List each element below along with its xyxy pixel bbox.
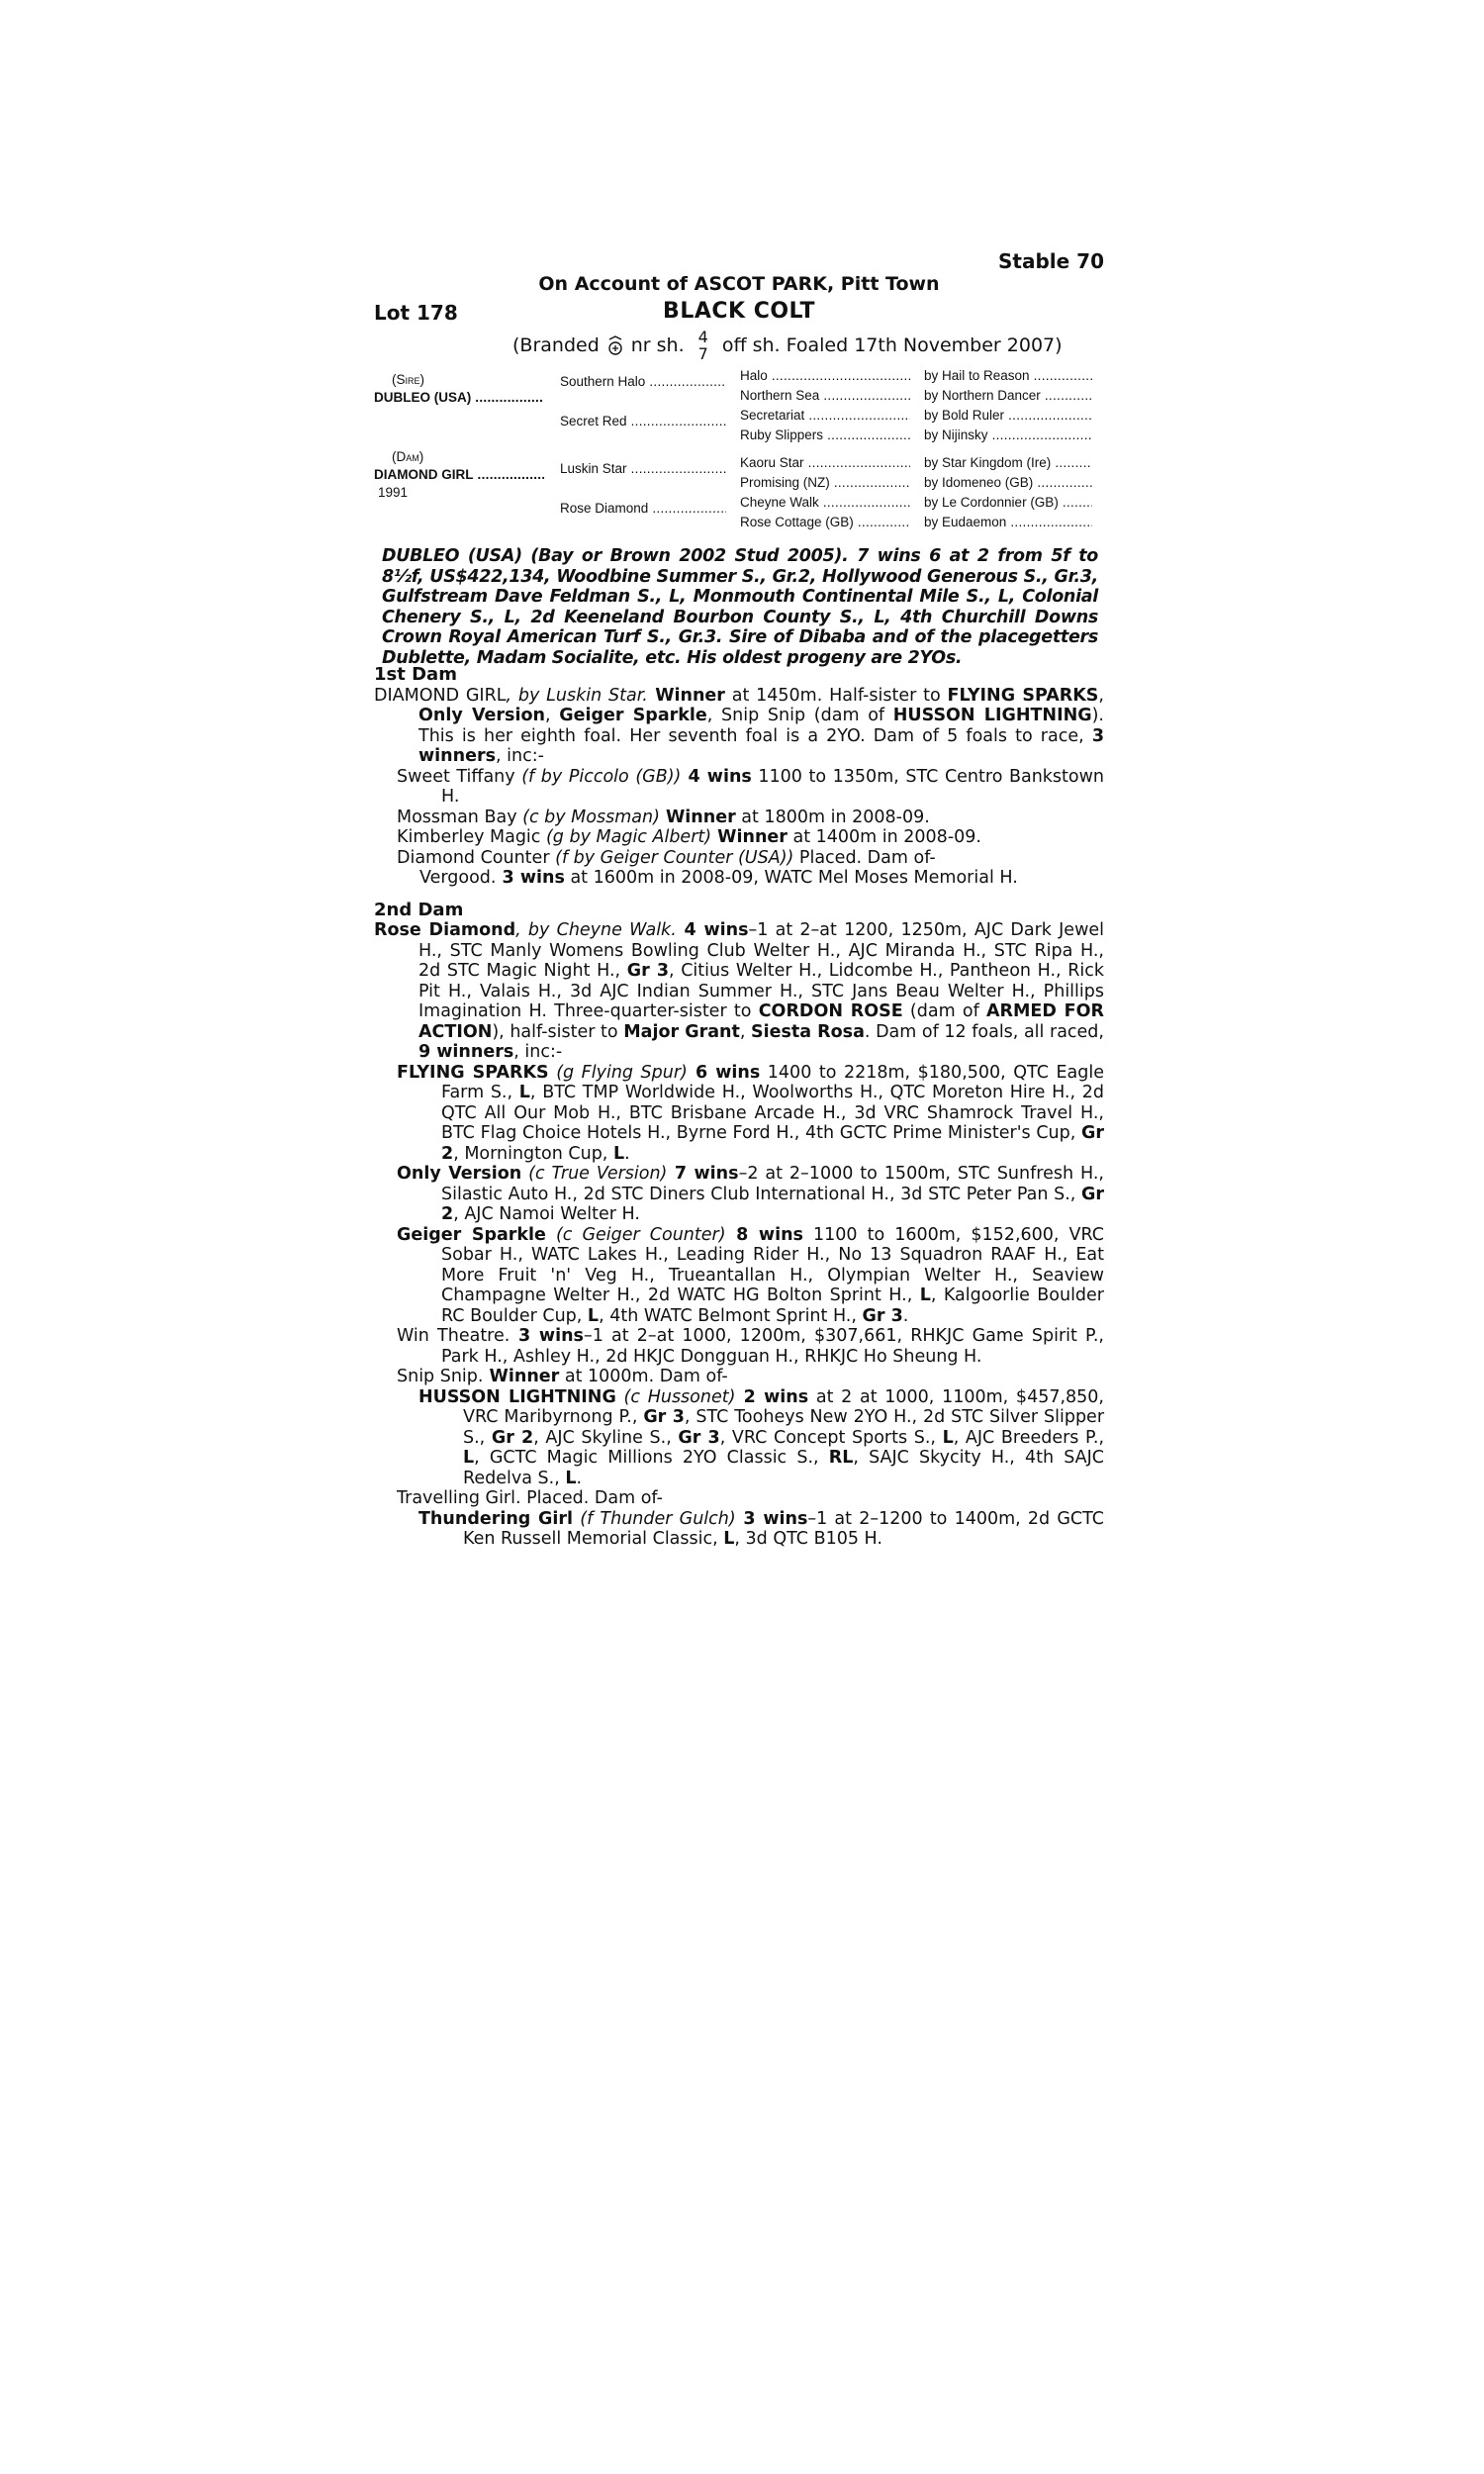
grandfoal-entry: HUSSON LIGHTNING (c Hussonet) 2 wins at 2 at 1000, 1100m, $457,850, VRC Maribyrnong P., Gr 3, STC Tooheys New 2YO H., 2d STC Silver Slipper S., Gr 2, AJC Skyline S., Gr 3, VRC Concept Sports S., L, AJC Breeders P., L, GCTC Magic Millions 2YO Classic S., RL, SAJC Skycity H., 4th SAJC Redelva S., L.	[418, 1386, 1105, 1488]
brand-fraction	[698, 329, 708, 362]
foal-entry: Geiger Sparkle (c Geiger Counter) 8 wins 1100 to 1600m, $152,600, VRC Sobar H., WATC Lakes H., Leading Rider H., No 13 Squadron RAAF H., Eat More Fruit 'n' Veg H., Trueantallan H., Olympian Welter H., Seaview Champagne Welter H., 2d WATC HG Bolton Sprint H., L, Kalgoorlie Boulder RC Boulder Cup, L, 4th WATC Belmont Sprint H., Gr 3.	[397, 1224, 1105, 1326]
pedigree-gen4-3: by Bold Ruler .....	[924, 408, 1092, 423]
first-dam-entry: DIAMOND GIRL, by Luskin Star. Winner at 1450m. Half-sister to FLYING SPARKS, Only Version, Geiger Sparkle, Snip Snip (dam of HUSSON LIGHTNING). This is her eighth foal. Her seventh foal is a 2YO. Dam of 5 foals to race, 3 winners, inc:-	[374, 685, 1104, 766]
dam-name: DIAMOND GIRL .....	[374, 467, 544, 482]
pedigree-gen3-5: Kaoru Star .....	[740, 455, 910, 470]
grandfoal-entry: Vergood. 3 wins at 1600m in 2008-09, WATC Mel Moses Memorial H.	[419, 868, 1018, 888]
pedigree-gen3-3: Secretariat .....	[740, 408, 910, 423]
second-dam-entry: Rose Diamond, by Cheyne Walk. 4 wins–1 at 2–at 1200, 1250m, AJC Dark Jewel H., STC Manly Womens Bowling Club Welter H., AJC Miranda H., STC Ripa H., 2d STC Magic Night H., Gr 3, Citius Welter H., Lidcombe H., Pantheon H., Rick Pit H., Valais H., 3d AJC Indian Summer H., STC Jans Beau Welter H., Phillips Imagination H. Three-quarter-sister to CORDON ROSE (dam of ARMED FOR ACTION), half-sister to Major Grant, Siesta Rosa. Dam of 12 foals, all raced, 9 winners, inc:-	[374, 920, 1105, 1062]
pedigree-gen2-2: Secret Red .....	[560, 414, 726, 428]
fraction-numerator: 4	[697, 328, 708, 346]
pedigree-gen4-8: by Eudaemon .....	[924, 515, 1092, 529]
dam-line-body	[374, 665, 1104, 1550]
pedigree-gen3-8: Rose Cottage (GB) .....	[740, 515, 910, 529]
pedigree-gen4-6: by Idomeneo (GB) .....	[924, 475, 1092, 490]
foal-entry: Only Version (c True Version) 7 wins–2 at 2–1000 to 1500m, STC Sunfresh H., Silastic Auto H., 2d STC Diners Club International H., 3d STC Peter Pan S., Gr 2, AJC Namoi Welter H.	[397, 1164, 1104, 1224]
foal-entry: Mossman Bay (c by Mossman) Winner at 1800m in 2008-09.	[397, 807, 930, 827]
foal-entry: Kimberley Magic (g by Magic Albert) Winner at 1400m in 2008-09.	[397, 827, 981, 847]
brand-mid: nr sh.	[630, 334, 685, 356]
pedigree-gen4-4: by Nijinsky .....	[924, 428, 1092, 442]
fraction-denominator: 7	[697, 344, 708, 363]
stable-number: Stable 70	[998, 249, 1104, 273]
pedigree-gen3-4: Ruby Slippers .....	[740, 428, 910, 442]
foal-entry: Diamond Counter (f by Geiger Counter (USA)) Placed. Dam of-	[397, 847, 936, 868]
vendor-account: On Account of ASCOT PARK, Pitt Town	[538, 273, 940, 295]
pedigree-gen4-2: by Northern Dancer .....	[924, 388, 1092, 403]
foal-entry: Snip Snip. Winner at 1000m. Dam of-	[397, 1367, 728, 1386]
pedigree-gen4-7: by Le Cordonnier (GB) .....	[924, 495, 1092, 510]
horse-title: BLACK COLT	[663, 299, 815, 324]
pedigree-gen2-3: Luskin Star .....	[560, 461, 726, 476]
foal-entry: FLYING SPARKS (g Flying Spur) 6 wins 1400 to 2218m, $180,500, QTC Eagle Farm S., L, BTC TMP Worldwide H., Woolworths H., QTC Moreton Hire H., 2d QTC All Our Mob H., BTC Brisbane Arcade H., 3d VRC Shamrock Travel H., BTC Flag Choice Hotels H., Byrne Ford H., 4th GCTC Prime Minister's Cup, Gr 2, Mornington Cup, L.	[397, 1062, 1104, 1164]
sire-name: DUBLEO (USA) .....	[374, 390, 544, 405]
pedigree-gen2-1: Southern Halo .....	[560, 374, 726, 389]
pedigree-gen4-5: by Star Kingdom (Ire) .....	[924, 455, 1092, 470]
brand-post: off sh. Foaled 17th November 2007)	[721, 334, 1063, 356]
brand-icon	[605, 334, 625, 356]
foal-entry: Travelling Girl. Placed. Dam of-	[397, 1488, 663, 1508]
dam-label: (Dam)	[392, 449, 424, 464]
pedigree-table	[374, 368, 1104, 536]
pedigree-gen3-1: Halo .....	[740, 368, 910, 383]
pedigree-gen3-2: Northern Sea .....	[740, 388, 910, 403]
grandfoal-entry: Thundering Girl (f Thunder Gulch) 3 wins–1 at 2–1200 to 1400m, 2d GCTC Ken Russell Memorial Classic, L, 3d QTC B105 H.	[418, 1508, 1105, 1549]
brand-pre: (Branded	[512, 334, 600, 356]
lot-number: Lot 178	[374, 301, 458, 325]
foal-entry: Sweet Tiffany (f by Piccolo (GB)) 4 wins 1100 to 1350m, STC Centro Bankstown H.	[397, 766, 1105, 807]
pedigree-gen4-1: by Hail to Reason .....	[924, 368, 1092, 383]
pedigree-gen3-6: Promising (NZ) .....	[740, 475, 910, 490]
pedigree-gen3-7: Cheyne Walk .....	[740, 495, 910, 510]
second-dam-heading: 2nd Dam	[374, 899, 464, 920]
sire-label: (Sire)	[392, 372, 424, 387]
pedigree-gen2-4: Rose Diamond .....	[560, 501, 726, 516]
first-dam-heading: 1st Dam	[374, 664, 457, 685]
brand-line	[512, 329, 1063, 362]
sire-summary: DUBLEO (USA) (Bay or Brown 2002 Stud 2005). 7 wins 6 at 2 from 5f to 8½f, US$422,134, Woodbine Summer S., Gr.2, Hollywood Generous S., Gr.3, Gulfstream Dave Feldman S., L, Monmouth Continental Mile S., L, Colonial Chenery S., L, 2d Keeneland Bourbon County S., L, 4th Churchill Downs Crown Royal American Turf S., Gr.3. Sire of Dibaba and of the placegetters Dublette, Madam Socialite, etc. His oldest progeny are 2YOs.	[382, 546, 1098, 668]
foal-entry: Win Theatre. 3 wins–1 at 2–at 1000, 1200m, $307,661, RHKJC Game Spirit P., Park H., Ashley H., 2d HKJC Dongguan H., RHKJC Ho Sheung H.	[397, 1326, 1104, 1367]
dam-year: 1991	[378, 485, 409, 500]
